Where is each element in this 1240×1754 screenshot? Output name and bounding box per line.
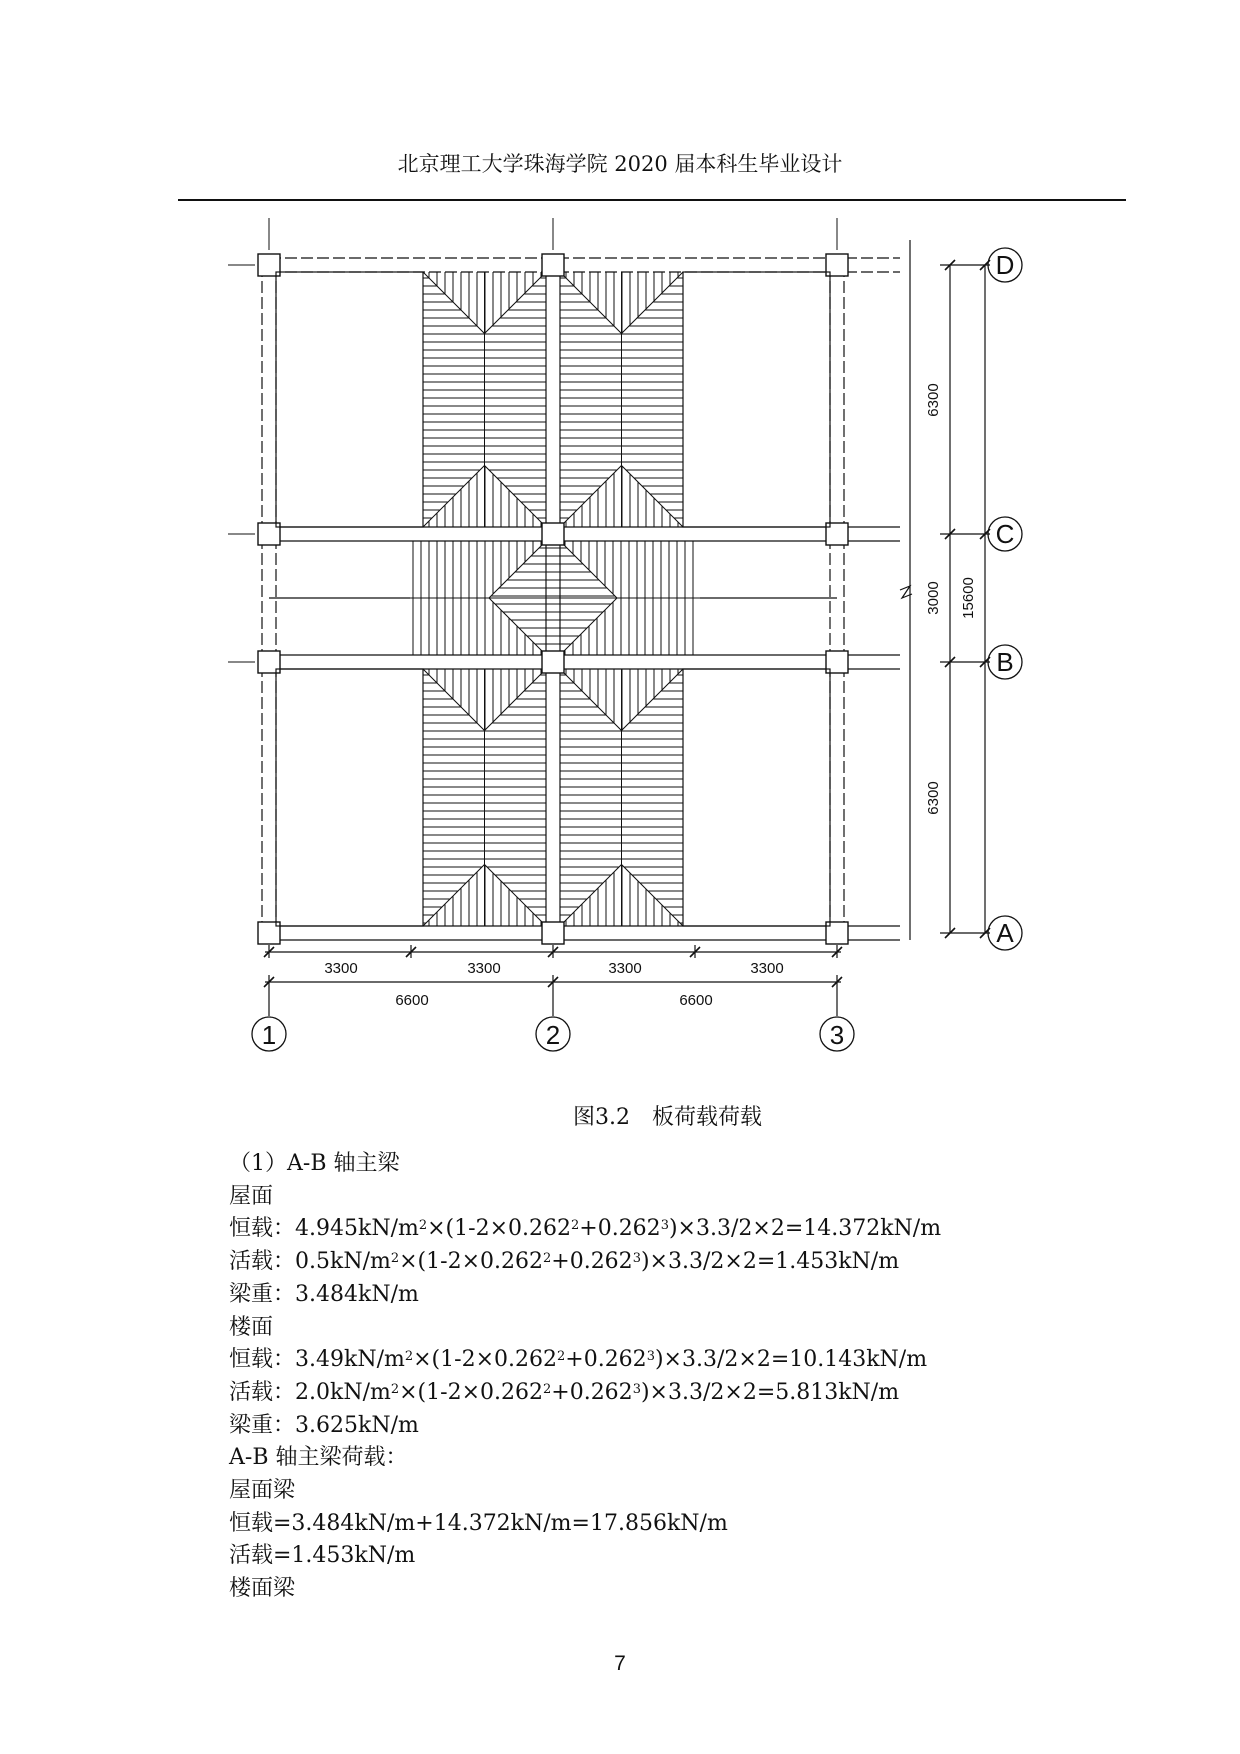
svg-text:C: C: [995, 519, 1015, 549]
page-number: 7: [614, 1652, 626, 1675]
svg-text:A: A: [996, 918, 1014, 948]
section-heading: （1）A-B 轴主梁: [229, 1151, 400, 1176]
axis-bubble-3: [820, 1017, 854, 1051]
roof-beam-weight: 梁重：3.484kN/m: [229, 1281, 419, 1307]
axis-bubble-a: [988, 916, 1022, 950]
floor-beam-weight: 梁重：3.625kN/m: [229, 1412, 419, 1438]
axis-bubble-d: [988, 248, 1022, 282]
floor-label: 楼面: [229, 1314, 274, 1340]
figure-caption: 图3.2 板荷载荷载: [573, 1105, 762, 1130]
axis-bubble-c: [988, 517, 1022, 551]
roof-beam-label: 屋面梁: [229, 1478, 296, 1504]
svg-text:B: B: [996, 647, 1014, 677]
calculation-text: [229, 1148, 1049, 1606]
dim-right-top: 6300: [925, 383, 942, 417]
dimension-lines: [264, 240, 990, 1016]
dim-bottom-2: 3300: [467, 960, 501, 977]
svg-text:3: 3: [829, 1020, 845, 1050]
floor-dead-load: 恒载：$3.49kN/m^2\times(1-2\times 0.262^2+0.262^3)\times 3.3/2\times 2=10.143kN/m$: [229, 1347, 928, 1373]
dim-right-bottom: 6300: [925, 781, 942, 815]
dim-right-middle: 3000: [925, 581, 942, 615]
floor-live-load: 活载：$2.0kN/m^2\times(1-2\times 0.262^2+0.262^3)\times 3.3/2\times 2=5.813kN/m$: [229, 1379, 900, 1405]
dim-right-total: 15600: [960, 577, 977, 619]
dim-bottom-3: 3300: [608, 960, 642, 977]
svg-text:1: 1: [261, 1020, 277, 1050]
dim-bottom-span-2: 6600: [679, 992, 713, 1009]
roof-beam-dead-total: 恒载=3.484kN/m+14.372kN/m=17.856kN/m: [229, 1510, 728, 1536]
beam-load-heading: A-B 轴主梁荷载：: [229, 1445, 408, 1471]
slab-hatching: [413, 272, 693, 926]
floor-beam-label: 楼面梁: [229, 1576, 296, 1602]
roof-beam-live-total: 活载=1.453kN/m: [229, 1543, 416, 1569]
roof-live-load: 活载：$0.5kN/m^2\times(1-2\times 0.262^2+0.262^3)\times 3.3/2\times 2=1.453kN/m$: [229, 1249, 900, 1275]
axis-bubble-2: [536, 1017, 570, 1051]
svg-text:D: D: [995, 250, 1015, 280]
svg-text:2: 2: [545, 1020, 561, 1050]
axis-bubble-1: [252, 1017, 286, 1051]
axis-bubble-b: [988, 645, 1022, 679]
roof-label: 屋面: [229, 1183, 274, 1209]
page-header: 北京理工大学珠海学院 2020 届本科生毕业设计: [397, 152, 843, 176]
dim-bottom-4: 3300: [750, 960, 784, 977]
dim-bottom-span-1: 6600: [395, 992, 429, 1009]
dim-bottom-1: 3300: [324, 960, 358, 977]
roof-dead-load: 恒载：$4.945kN/m^2\times(1-2\times 0.262^2+0.262^3)\times 3.3/2\times 2=14.372kN/m$: [229, 1216, 942, 1242]
